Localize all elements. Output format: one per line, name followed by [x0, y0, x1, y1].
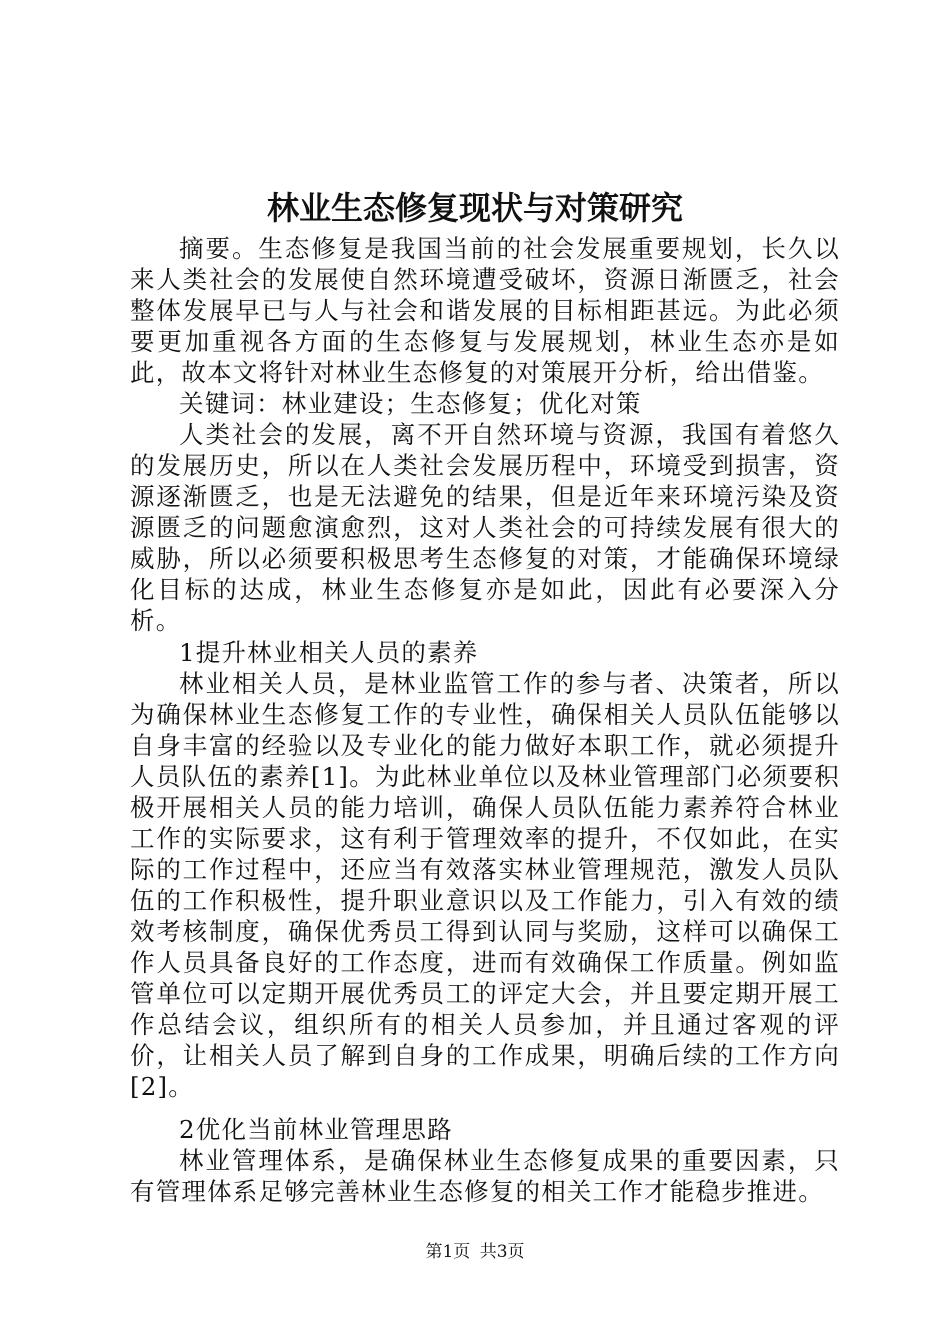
section-2	[130, 1114, 840, 1207]
page-footer	[0, 1240, 950, 1264]
front-matter	[130, 233, 840, 636]
section-1-heading: 1提升林业相关人员的素养	[179, 638, 479, 667]
document-title: 林业生态修复现状与对策研究	[266, 189, 683, 227]
section-2-heading: 2优化当前林业管理思路	[179, 1115, 453, 1144]
keywords-line: 关键词：林业建设；生态修复；优化对策	[179, 389, 642, 418]
section-1	[130, 637, 840, 1102]
page-total: 共3页	[479, 1242, 525, 1262]
page-number: 第1页	[425, 1242, 471, 1262]
abstract-paragraph: 摘要。生态修复是我国当前的社会发展重要规划，长久以来人类社会的发展使自然环境遭受破坏，资源日渐匮乏，社会整体发展早已与人与社会和谐发展的目标相距甚远。为此必须要更加重视各方面的生态修复与发展规划，林业生态亦是如此，故本文将针对林业生态修复的对策展开分析，给出借鉴。	[130, 234, 840, 387]
intro-paragraph: 人类社会的发展，离不开自然环境与资源，我国有着悠久的发展历史，所以在人类社会发展历程中，环境受到损害，资源逐渐匮乏，也是无法避免的结果，但是近年来环境污染及资源匮乏的问题愈演愈烈，这对人类社会的可持续发展有很大的威胁，所以必须要积极思考生态修复的对策，才能确保环境绿化目标的达成，林业生态修复亦是如此，因此有必要深入分析。	[130, 420, 840, 635]
section-1-paragraph: 林业相关人员，是林业监管工作的参与者、决策者，所以为确保林业生态修复工作的专业性，确保相关人员队伍能够以自身丰富的经验以及专业化的能力做好本职工作，就必须提升人员队伍的素养[1]。为此林业单位以及林业管理部门必须要积极开展相关人员的能力培训，确保人员队伍能力素养符合林业工作的实际要求，这有利于管理效率的提升，不仅如此，在实际的工作过程中，还应当有效落实林业管理规范，激发人员队伍的工作积极性，提升职业意识以及工作能力，引入有效的绩效考核制度，确保优秀员工得到认同与奖励，这样可以确保工作人员具备良好的工作态度，进而有效确保工作质量。例如监管单位可以定期开展优秀员工的评定大会，并且要定期开展工作总结会议，组织所有的相关人员参加，并且通过客观的评价，让相关人员了解到自身的工作成果，明确后续的工作方向[2]。	[130, 669, 840, 1101]
section-2-paragraph: 林业管理体系，是确保林业生态修复成果的重要因素，只有管理体系足够完善林业生态修复的相关工作才能稳步推进。	[130, 1146, 840, 1206]
